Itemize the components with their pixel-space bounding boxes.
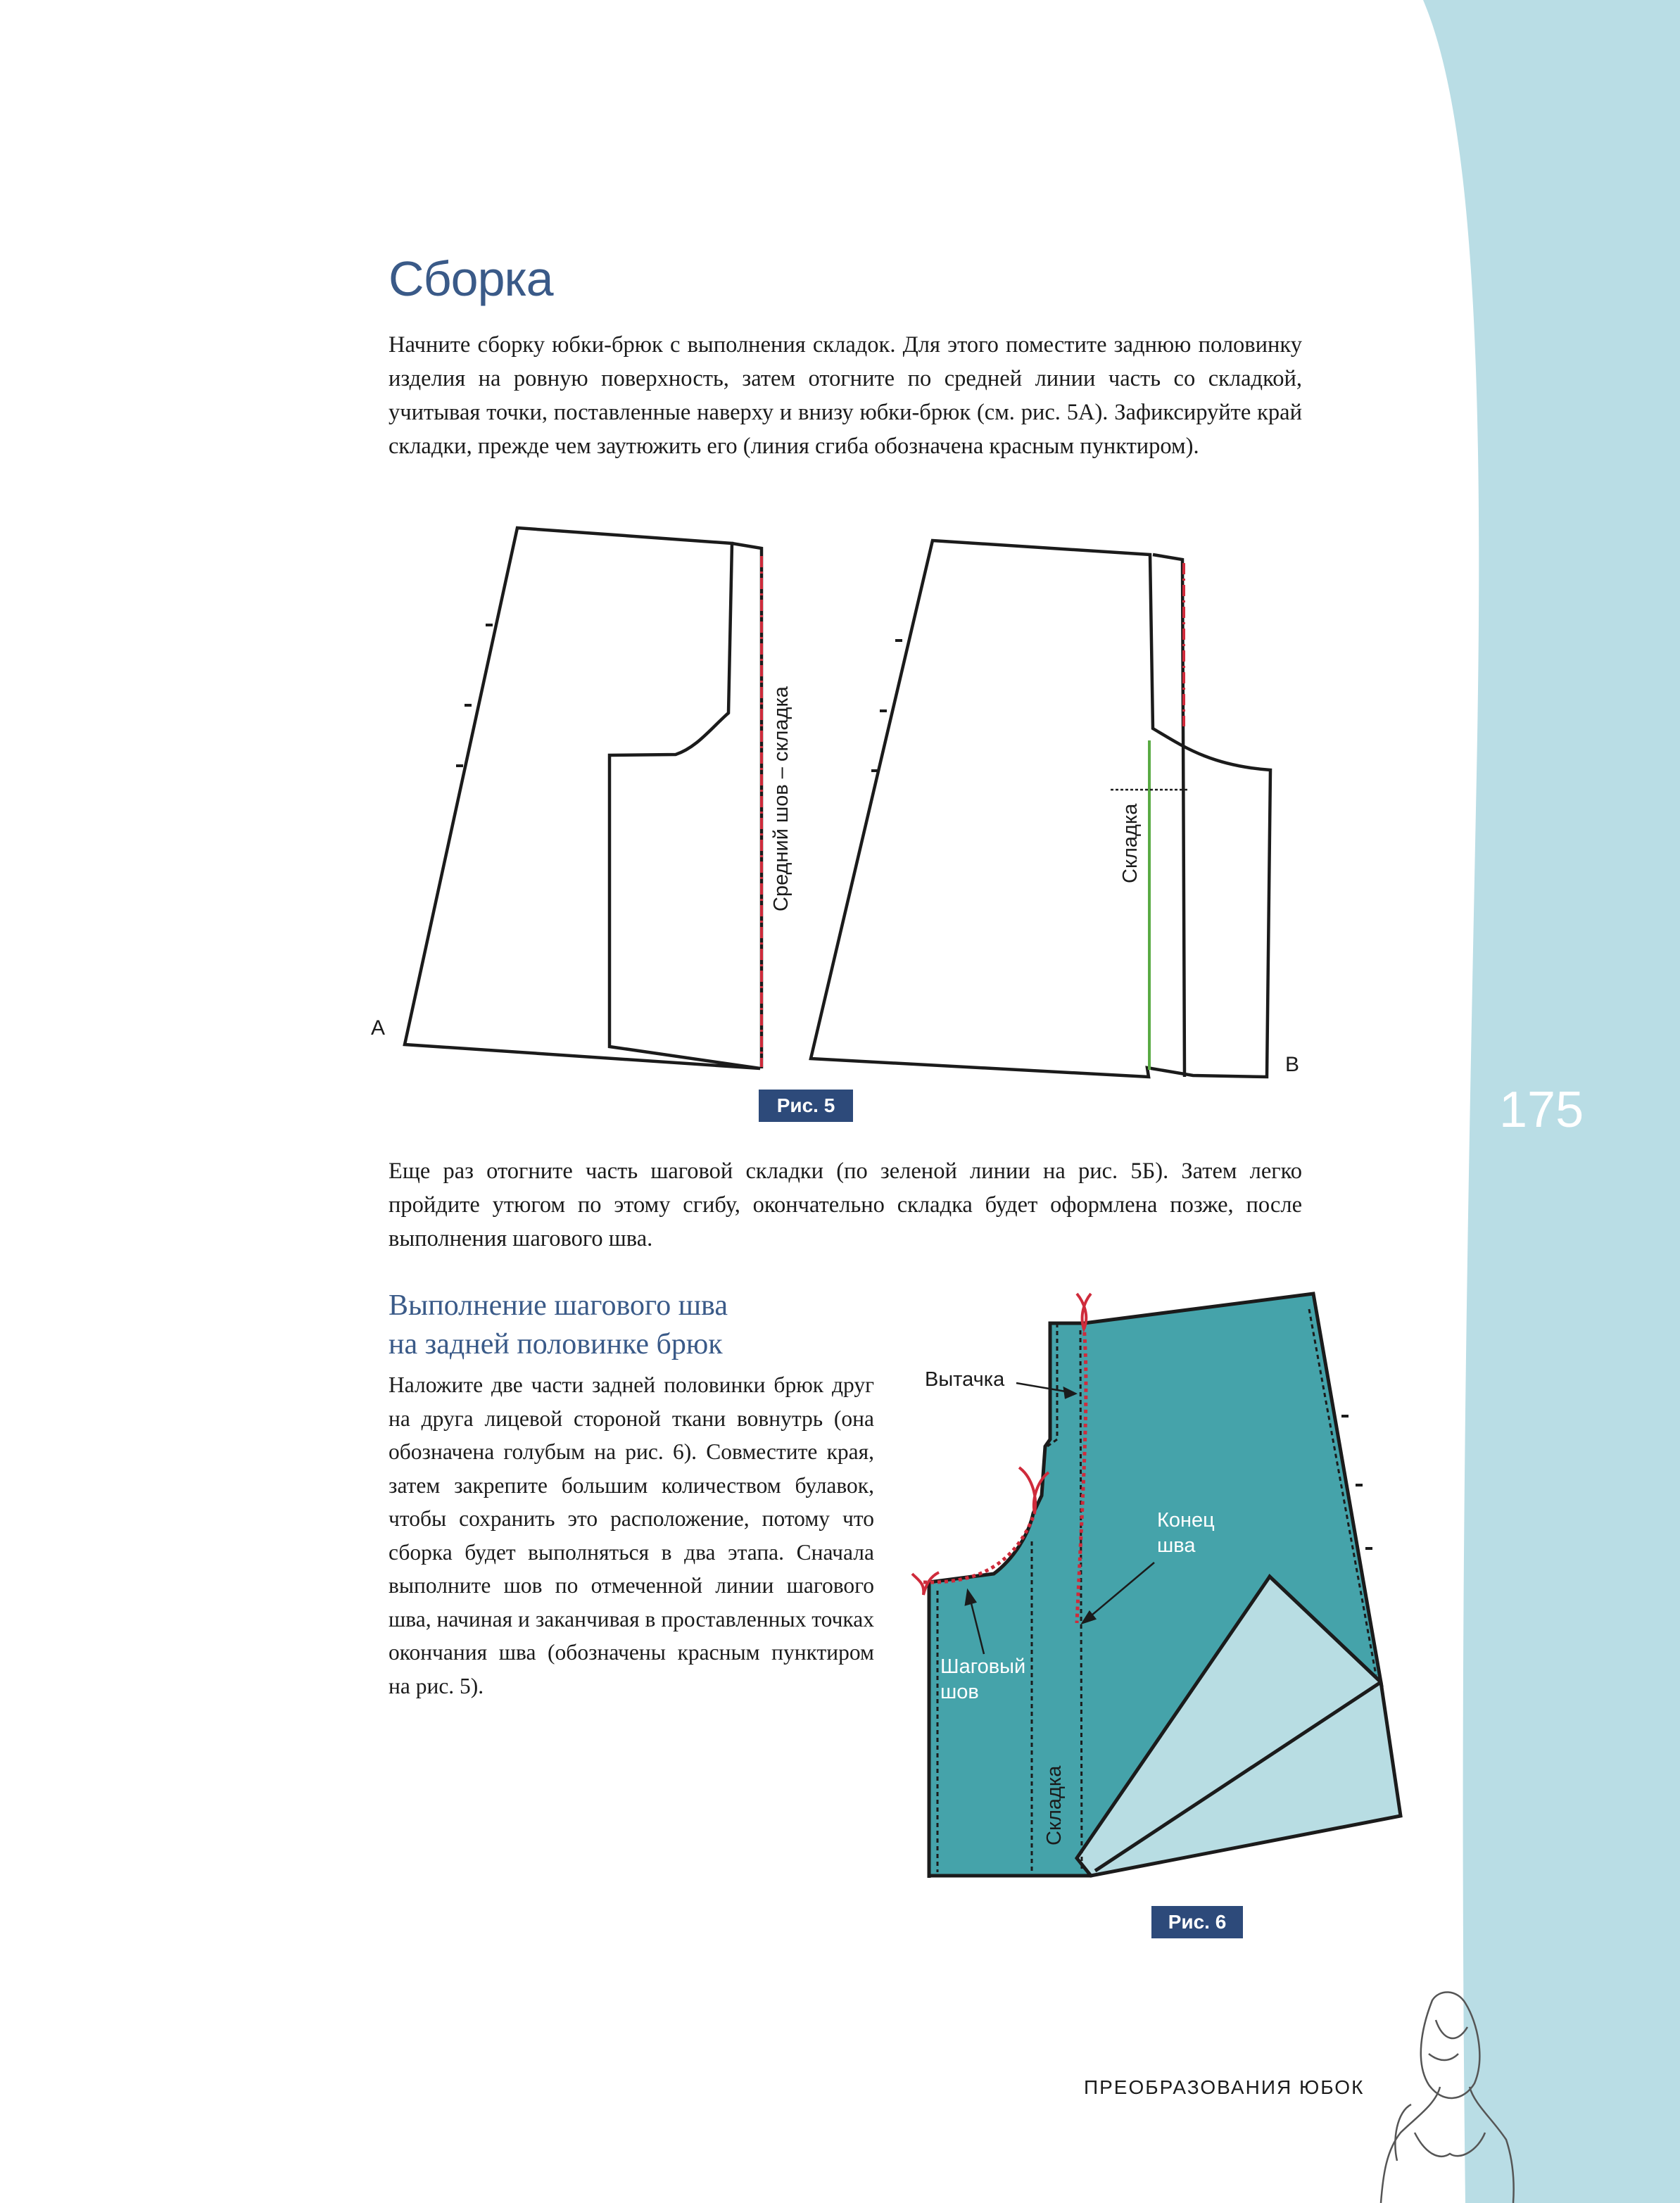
figure-5-caption: Рис. 5 (759, 1090, 853, 1122)
figure-6-caption: Рис. 6 (1151, 1906, 1243, 1938)
pleat-label-fig5: Складка (1119, 803, 1142, 883)
section-subtitle-line1: Выполнение шагового шва (389, 1289, 728, 1322)
figure-5b-label: B (1285, 1053, 1300, 1076)
page-title: Сборка (389, 251, 553, 306)
inseam-paragraph: Наложите две части задней половинки брюк друг на друга лицевой стороной ткани вовнутрь (она обозначена голубым на рис. 6). Совместите края, затем закрепите большим количеством булавок, чтобы сохранить это расположение, потому что сборка будет выполняться в два этапа. Сначала выполните шов по отмеченной линии шагового шва, начиная и заканчивая в проставленных точках окончания шва (обозначены красным пунктиром на рис. 5). (389, 1372, 874, 1698)
seam-end-label (1157, 1508, 1215, 1558)
seam-end-label-line1: Конец (1157, 1509, 1215, 1532)
inseam-label-line1: Шаговый (940, 1655, 1026, 1678)
inseam-label-line2: шов (940, 1681, 979, 1703)
intro-paragraph: Начните сборку юбки-брюк с выполнения складок. Для этого поместите заднюю половинку изделия на ровную поверхность, затем отогните по средней линии часть со складкой, учитывая точки, поставленные наверху и внизу юбки-брюк (см. рис. 5А). Зафиксируйте край складки, прежде чем заутюжить его (линия сгиба обозначена красным пунктиром). (389, 332, 1302, 459)
dart-label: Вытачка (925, 1368, 1005, 1391)
pleat-label-fig6: Складка (1043, 1765, 1066, 1845)
section-subtitle-line2: на задней половинке брюк (389, 1328, 723, 1361)
inseam-label (940, 1654, 1025, 1705)
pleat-paragraph: Еще раз отогните часть шаговой складки (по зеленой линии на рис. 5Б). Затем легко пройдите утюгом по этому сгибу, окончательно складка будет оформлена позже, после выполнения шагового шва. (389, 1159, 1302, 1251)
running-footer: ПРЕОБРАЗОВАНИЯ ЮБОК (1084, 2076, 1365, 2098)
page-number: 175 (1499, 1082, 1584, 1138)
center-seam-label: Средний шов – складка (770, 686, 792, 911)
seam-end-label-line2: шва (1157, 1534, 1196, 1557)
figure-5a-label: A (371, 1016, 386, 1040)
